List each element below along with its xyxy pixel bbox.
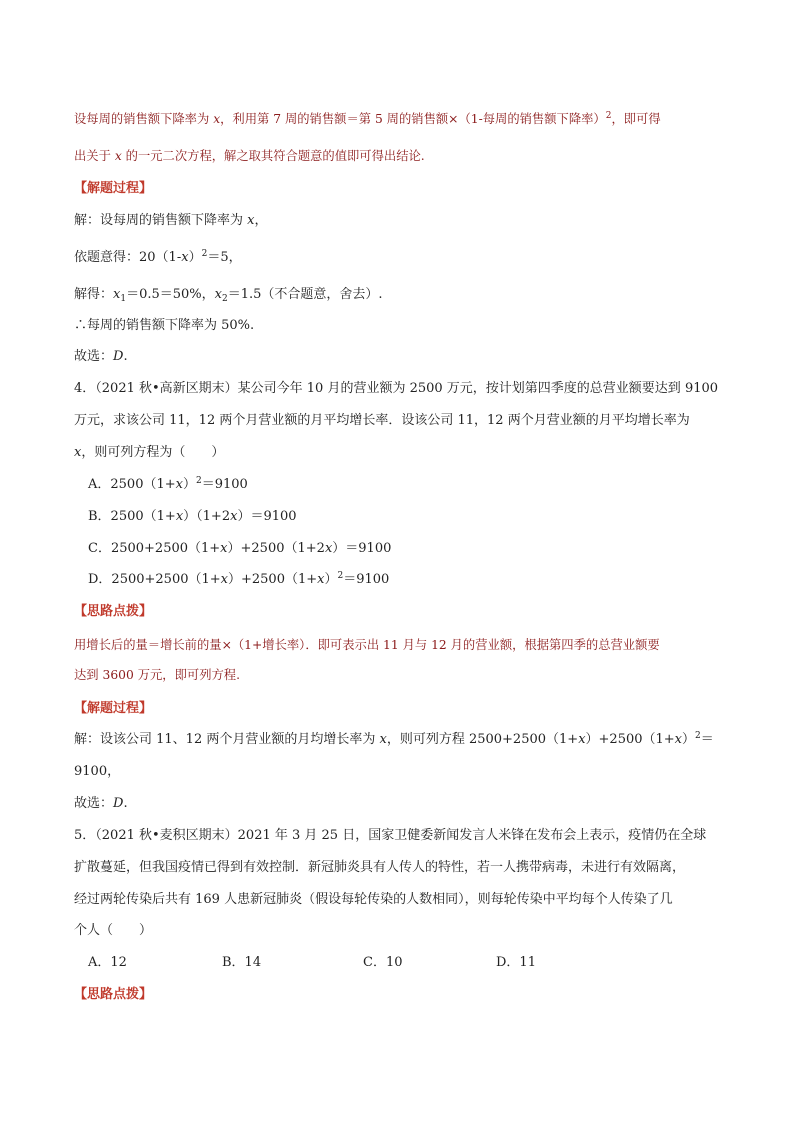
q5-stem-line-3: 经过两轮传染后共有 169 人患新冠肺炎（假设每轮传染的人数相同），则每轮传染中平均每个人传染了几 bbox=[74, 892, 673, 907]
q4-stem-line-3: x，则可列方程为（ ） bbox=[74, 445, 225, 460]
q3-hint-line-1: 设每周的销售额下降率为 x，利用第 7 周的销售额＝第 5 周的销售额×（1-每周的销售额下降率）$^2$，即可得 bbox=[74, 111, 661, 126]
q4-hint-heading: 【思路点拨】 bbox=[74, 604, 153, 619]
q5-hint-heading: 【思路点拨】 bbox=[74, 987, 153, 1002]
q5-option-c: C．10 bbox=[363, 955, 403, 970]
q4-solution-heading: 【解题过程】 bbox=[74, 701, 153, 716]
q5-stem-line-1: 5．（2021 秋•麦积区期末）2021 年 3 月 25 日，国家卫健委新闻发言人米锋在发布会上表示，疫情仍在全球 bbox=[74, 828, 707, 843]
q3-solution-line-1: 解：设每周的销售额下降率为 x， bbox=[74, 213, 268, 228]
q5-stem-line-2: 扩散蔓延，但我国疫情已得到有效控制．新冠肺炎具有人传人的特性，若一人携带病毒，未进行有效隔离， bbox=[74, 860, 686, 875]
q3-solution-line-3: 解得：$x_1=0.5=50\%$，$x_2=1.5$（不合题意，舍去）. bbox=[74, 287, 383, 304]
q5-stem-line-4: 个人（ ） bbox=[74, 923, 153, 938]
q5-option-b: B．14 bbox=[222, 955, 262, 970]
q3-solution-line-2: 依题意得：$20(1-x)^2=5$， bbox=[74, 249, 242, 265]
q3-answer: 故选：D. bbox=[74, 349, 128, 364]
q4-option-b: B．2500（1+x）（1+2x）＝9100 bbox=[88, 509, 297, 524]
q3-solution-heading: 【解题过程】 bbox=[74, 181, 153, 196]
q4-option-d: D．$2500+2500(1+x)+2500(1+x)^2=9100$ bbox=[88, 571, 390, 587]
q4-option-c: C．2500+2500（1+x）+2500（1+2x）＝9100 bbox=[88, 541, 392, 556]
q4-option-a: A．$2500(1+x)^2=9100$ bbox=[88, 476, 248, 492]
q3-solution-line-4: ∴每周的销售额下降率为 50%. bbox=[74, 318, 255, 333]
q5-option-a: A．12 bbox=[88, 955, 127, 970]
q5-option-d: D．11 bbox=[496, 955, 536, 970]
q4-solution-line-1: 解：设该公司 11、12 两个月营业额的月均增长率为 x，则可列方程 $2500+2500(1+x)+2500(1+x)^2=$ bbox=[74, 731, 714, 747]
q3-hint-line-2: 出关于 x 的一元二次方程，解之取其符合题意的值即可得出结论. bbox=[74, 149, 425, 163]
q4-hint-line-2: 达到 3600 万元，即可列方程. bbox=[74, 668, 240, 682]
q4-stem-line-1: 4．（2021 秋•高新区期末）某公司今年 10 月的营业额为 2500 万元，按计划第四季度的总营业额要达到 9100 bbox=[74, 381, 719, 396]
q4-answer: 故选：D. bbox=[74, 796, 128, 811]
q4-stem-line-2: 万元，求该公司 11，12 两个月营业额的月平均增长率．设该公司 11，12 两个月营业额的月平均增长率为 bbox=[74, 413, 690, 428]
q4-hint-line-1: 用增长后的量＝增长前的量×（1+增长率）．即可表示出 11 月与 12 月的营业额，根据第四季的总营业额要 bbox=[74, 638, 660, 652]
q4-solution-line-2: 9100， bbox=[74, 764, 121, 779]
